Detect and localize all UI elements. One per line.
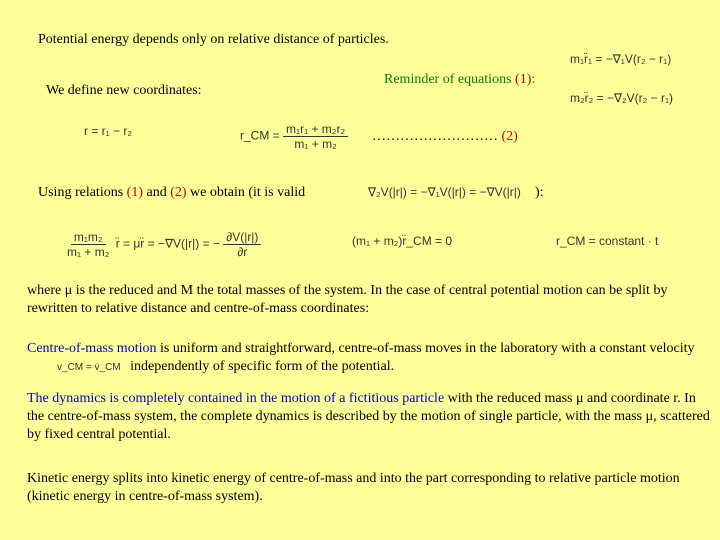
p1-a: where [27, 283, 65, 298]
mu-symbol-3: μ [645, 409, 654, 424]
equation-1b: m₂r̈₂ = −∇₂V(r₂ − r₁) [570, 91, 674, 105]
reminder-ref: (1) [515, 72, 532, 87]
derivative-fraction [223, 230, 261, 259]
paragraph-kinetic-energy: Kinetic energy splits into kinetic energy of centre-of-mass and into the part corresponding to relative particle motion (kinetic energy in centre-of-mass system). [27, 471, 680, 504]
derivative-numerator: ∂V(|r|) [223, 230, 261, 245]
p2-a: is uniform and straightforward, centre-of-mass moves in the laboratory with a constant velocity [156, 341, 695, 356]
velocity-formula: v_CM = v̇_CM [57, 362, 121, 373]
motion-middle: r̈ = μr̈ = −∇V(|r|) = − [115, 236, 220, 251]
using-b: and [142, 185, 171, 200]
p3-b: and coordinate r. In the centre-of-mass system, the complete dynamics is described by the motion of single particle, with the mass [27, 391, 696, 424]
using-end: ): [535, 185, 544, 200]
reminder-label [384, 71, 535, 89]
equation-2-dots: ……………………… [372, 129, 498, 144]
mu-symbol: μ [64, 283, 73, 298]
paragraph-reduced-mass [27, 282, 711, 318]
p2-b: independently of specific form of the potential. [130, 359, 395, 374]
equation-1a: m₁r̈₁ = −∇₁V(r₂ − r₁) [570, 52, 672, 66]
equation-relative-coordinate: r = r₁ − r₂ [84, 124, 133, 138]
using-ref2: (2) [170, 185, 187, 200]
define-label: We define new coordinates: [46, 83, 202, 98]
equation-total-mass: (m₁ + m₂)r̈_CM = 0 [352, 234, 453, 248]
equation-cm-constant: r_CM = constant · t [556, 234, 659, 248]
reminder-suffix: : [531, 72, 536, 87]
cm-fraction [283, 122, 348, 151]
using-relations-line [38, 184, 305, 202]
slide-title: Potential energy depends only on relative distance of particles. [38, 32, 389, 47]
equation-centre-of-mass [240, 122, 348, 151]
gradient-relation: ∇₂V(|r|) = −∇₁V(|r|) = −∇V(|r|) [368, 185, 521, 199]
p1-b: is the reduced and M the total masses of the system. In the case of central potential motion can be split by rewritten to relative distance and centre-of-mass coordinates: [27, 283, 668, 316]
reduced-mass-denominator: m₁ + m₂ [67, 245, 110, 259]
using-c: we obtain (it is valid [186, 185, 306, 200]
cm-numerator: m₁r₁ + m₂r₂ [283, 122, 348, 137]
p3-c: , scattered by fixed central potential. [27, 409, 710, 442]
reduced-mass-numerator: m₁m₂ [71, 230, 106, 245]
cm-motion-highlight: Centre-of-mass motion [27, 341, 157, 356]
using-a: Using relations [38, 185, 127, 200]
paragraph-centre-of-mass [27, 340, 711, 377]
equation-of-motion [64, 230, 261, 259]
equation-2-label [372, 128, 518, 146]
p3-a: with the reduced mass [444, 391, 576, 406]
cm-lhs: r_CM = [240, 128, 280, 143]
using-ref1: (1) [126, 185, 143, 200]
derivative-denominator: ∂r [237, 245, 248, 259]
reminder-prefix: Reminder of equations [384, 72, 516, 87]
mu-symbol-2: μ [575, 391, 584, 406]
dynamics-highlight: The dynamics is completely contained in the motion of a fictitious particle [27, 391, 445, 406]
cm-denominator: m₁ + m₂ [294, 137, 337, 151]
paragraph-dynamics [27, 390, 711, 444]
equation-2-ref: (2) [501, 129, 518, 144]
reduced-mass-fraction [64, 230, 112, 259]
